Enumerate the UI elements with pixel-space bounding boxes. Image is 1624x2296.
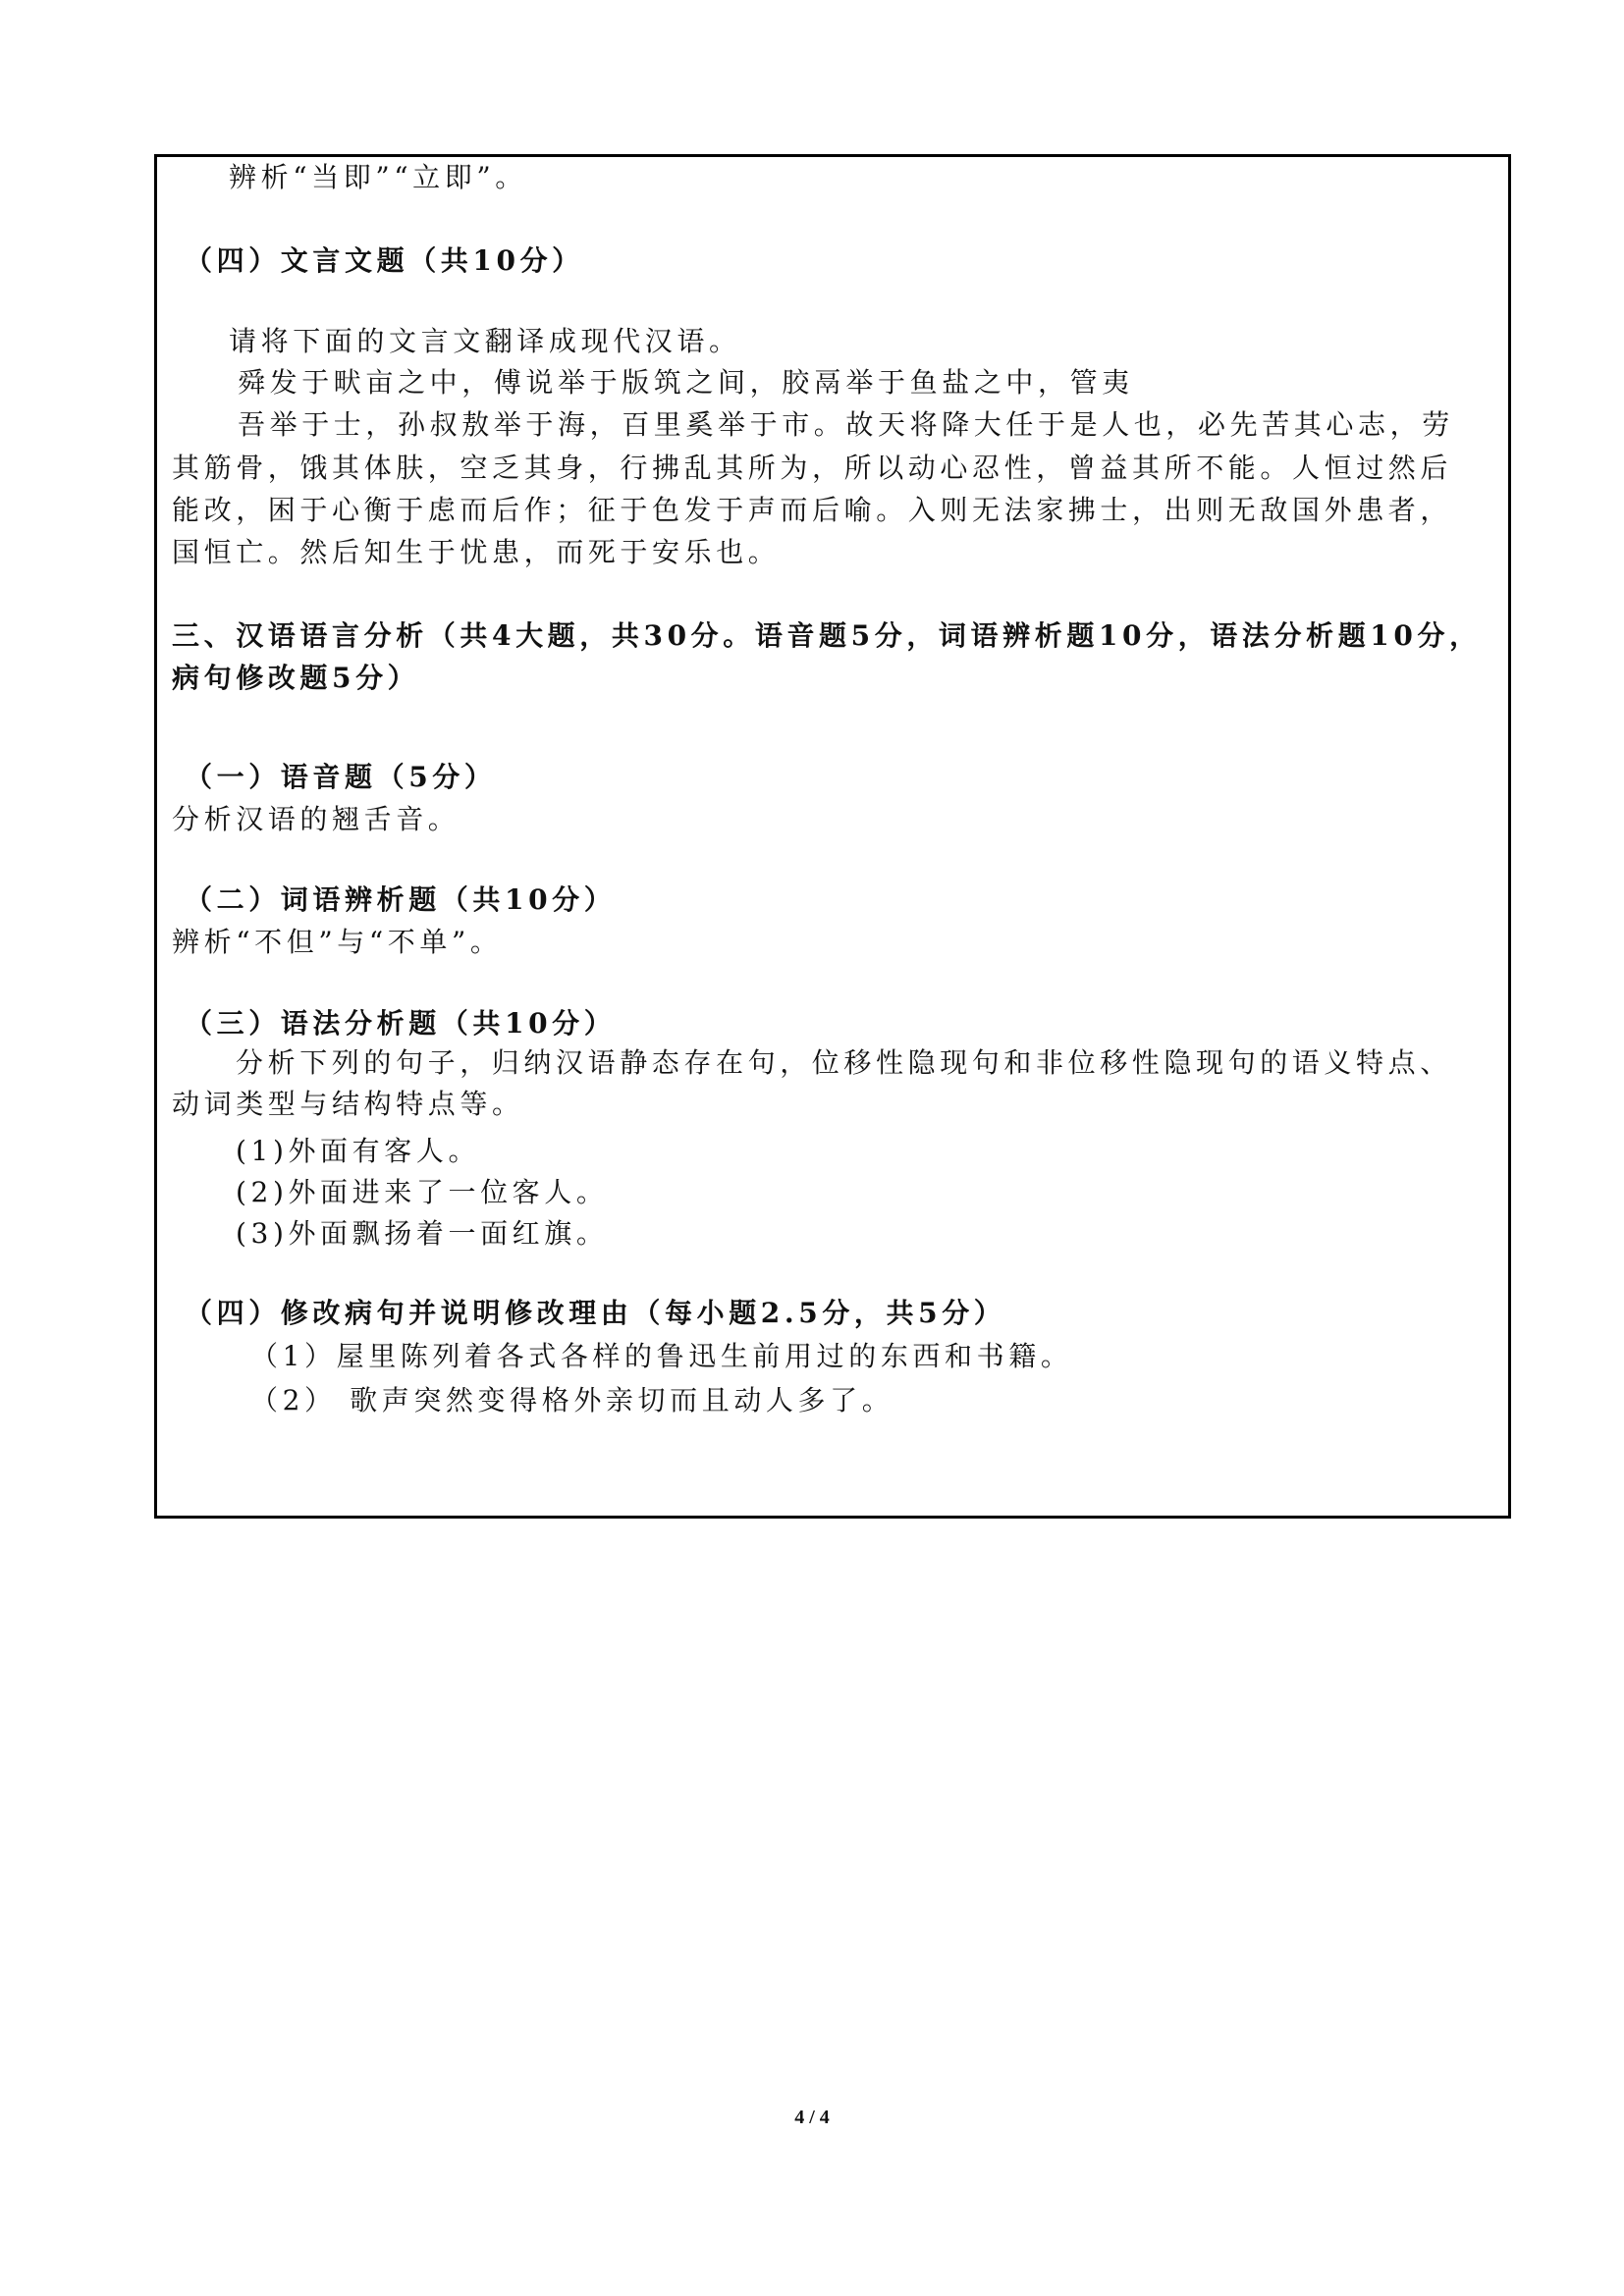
sentence-correction-2: （2） 歌声突然变得格外亲切而且动人多了。: [250, 1384, 894, 1416]
text-line-distinguish-dangji-liji: 辨析“当即”“立即”。: [229, 161, 527, 193]
subsection-heading-sentence-correction: （四）修改病句并说明修改理由（每小题2.5分，共5分）: [185, 1297, 1006, 1329]
word-analysis-question: 辨析“不但”与“不单”。: [172, 926, 503, 958]
classical-text-line-1: 舜发于畎亩之中，傅说举于版筑之间，胶鬲举于鱼盐之中，管夷: [238, 366, 1134, 399]
subsection-heading-grammar: （三）语法分析题（共10分）: [185, 1007, 617, 1040]
classical-text-line-3: 其筋骨，饿其体肤，空乏其身，行拂乱其所为，所以动心忍性，曾益其所不能。人恒过然后: [172, 452, 1453, 484]
page-number: 4 / 4: [794, 2107, 830, 2128]
section-heading-classical-chinese: （四）文言文题（共10分）: [185, 244, 584, 277]
subsection-heading-phonetics: （一）语音题（5分）: [185, 761, 497, 793]
sentence-correction-1: （1）屋里陈列着各式各样的鲁迅生前用过的东西和书籍。: [250, 1340, 1073, 1372]
grammar-question-line-1: 分析下列的句子，归纳汉语静态存在句，位移性隐现句和非位移性隐现句的语义特点、: [236, 1046, 1452, 1079]
part-three-heading-cont: 病句修改题5分）: [172, 662, 420, 694]
instruction-translate: 请将下面的文言文翻译成现代汉语。: [229, 325, 741, 357]
grammar-example-2: (2)外面进来了一位客人。: [236, 1176, 609, 1208]
classical-text-line-2: 吾举于士，孙叔敖举于海，百里奚举于市。故天将降大任于是人也，必先苦其心志，劳: [238, 408, 1454, 441]
grammar-example-3: (3)外面飘扬着一面红旗。: [236, 1217, 609, 1250]
grammar-example-1: (1)外面有客人。: [236, 1135, 481, 1167]
classical-text-line-5: 国恒亡。然后知生于忧患，而死于安乐也。: [172, 536, 781, 568]
phonetics-question: 分析汉语的翘舌音。: [172, 803, 460, 835]
classical-text-line-4: 能改，困于心衡于虑而后作；征于色发于声而后喻。入则无法家拂士，出则无敌国外患者，: [172, 494, 1453, 526]
part-three-heading: 三、汉语语言分析（共4大题，共30分。语音题5分，词语辨析题10分，语法分析题10分，: [172, 619, 1482, 652]
subsection-heading-word-analysis: （二）词语辨析题（共10分）: [185, 883, 617, 916]
grammar-question-line-2: 动词类型与结构特点等。: [172, 1088, 524, 1120]
